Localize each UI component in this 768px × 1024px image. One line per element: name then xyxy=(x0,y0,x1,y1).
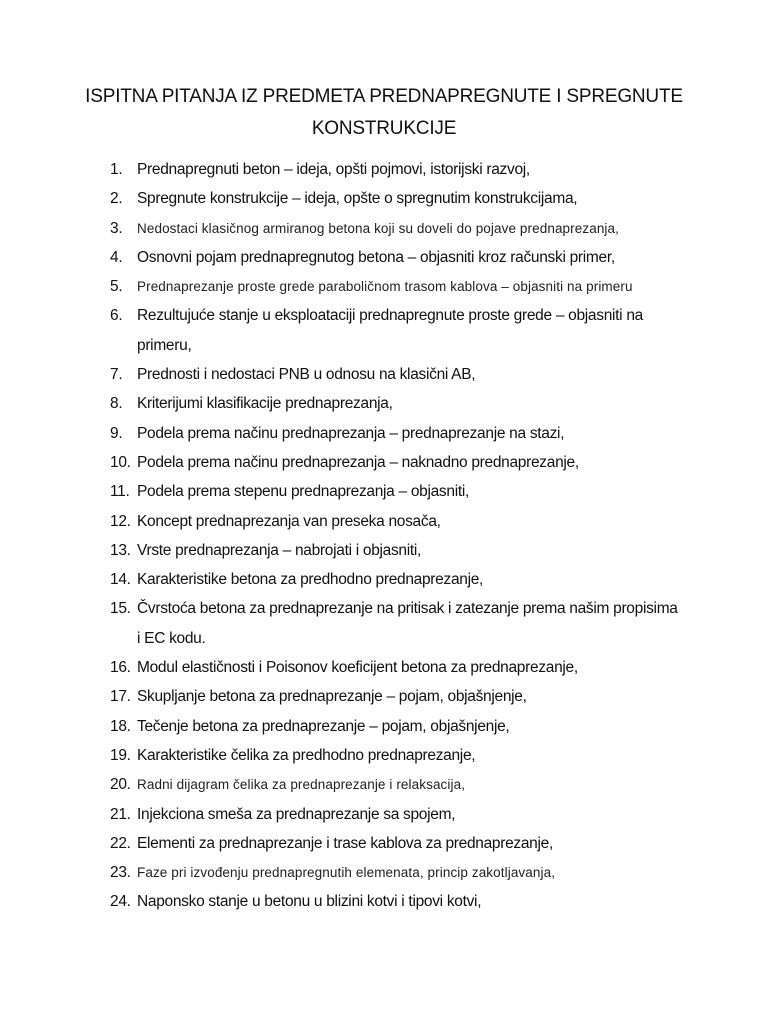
question-number: 19. xyxy=(110,746,131,764)
question-text: Podela prema stepenu prednaprezanja – objasniti, xyxy=(137,483,470,501)
question-item xyxy=(110,594,710,653)
question-text: Kriterijumi klasifikacije prednaprezanja, xyxy=(137,395,393,413)
question-number: 22. xyxy=(110,834,131,852)
question-number: 4. xyxy=(110,248,123,266)
question-item xyxy=(110,770,710,799)
question-number: 18. xyxy=(110,717,131,735)
question-number: 16. xyxy=(110,659,131,677)
question-item xyxy=(110,477,710,506)
question-item xyxy=(110,155,710,184)
question-item xyxy=(110,301,710,360)
question-number: 3. xyxy=(110,219,123,237)
question-number: 12. xyxy=(110,512,131,530)
question-item xyxy=(110,507,710,536)
question-text: Modul elastičnosti i Poisonov koeficijent betona za prednaprezanje, xyxy=(137,659,578,677)
question-text: Prednapregnuti beton – ideja, opšti pojmovi, istorijski razvoj, xyxy=(137,161,530,178)
question-item xyxy=(110,858,710,887)
question-item xyxy=(110,243,710,272)
question-text: Spregnute konstrukcije – ideja, opšte o spregnutim konstrukcijama, xyxy=(137,190,578,208)
question-number: 13. xyxy=(110,541,131,559)
question-list xyxy=(110,155,710,917)
question-text: Elementi za prednaprezanje i trase kablova za prednaprezanje, xyxy=(137,834,553,852)
question-number: 10. xyxy=(110,453,131,471)
question-item xyxy=(110,389,710,418)
question-item xyxy=(110,360,710,389)
document-title-line2: KONSTRUKCIJE xyxy=(311,118,457,139)
question-text: Naponsko stanje u betonu u blizini kotvi i tipovi kotvi, xyxy=(137,893,482,911)
question-text: Prednosti i nedostaci PNB u odnosu na klasični AB, xyxy=(137,366,476,384)
question-number: 11. xyxy=(110,483,130,501)
question-text: Prednaprezanje proste grede paraboličnom trasom kablova – objasniti na primeru xyxy=(137,279,633,295)
question-item xyxy=(110,419,710,448)
question-item xyxy=(110,800,710,829)
question-item xyxy=(110,565,710,594)
question-item xyxy=(110,536,710,565)
question-number: 7. xyxy=(110,366,123,384)
question-number: 23. xyxy=(110,864,131,882)
question-text: Podela prema načinu prednaprezanja – prednaprezanje na stazi, xyxy=(137,424,565,442)
question-number: 17. xyxy=(110,688,131,706)
question-item xyxy=(110,214,710,243)
question-item xyxy=(110,887,710,916)
question-number: 24. xyxy=(110,893,131,911)
question-text: Karakteristike čelika za predhodno prednaprezanje, xyxy=(137,746,476,764)
question-number: 5. xyxy=(110,278,123,296)
question-item xyxy=(110,448,710,477)
question-text: Podela prema načinu prednaprezanja – naknadno prednaprezanje, xyxy=(137,453,579,471)
question-text: Koncept prednaprezanja van preseka nosača, xyxy=(137,512,441,530)
question-number: 15. xyxy=(110,600,131,618)
question-number: 6. xyxy=(110,307,123,325)
question-number: 21. xyxy=(110,805,131,823)
question-text: Nedostaci klasičnog armiranog betona koji su doveli do pojave prednaprezanja, xyxy=(137,220,619,236)
question-number: 2. xyxy=(110,190,123,208)
question-number: 8. xyxy=(110,395,123,413)
question-item xyxy=(110,741,710,770)
question-number: 9. xyxy=(110,424,123,442)
question-text: Injekciona smeša za prednaprezanje sa spojem, xyxy=(137,805,456,823)
question-text: Faze pri izvođenju prednapregnutih elemenata, princip zakotljavanja, xyxy=(137,865,556,881)
question-text: Radni dijagram čelika za prednaprezanje i relaksacija, xyxy=(137,777,466,793)
question-text: Rezultujuće stanje u eksploataciji prednapregnute proste grede – objasniti na primeru, xyxy=(137,307,643,354)
question-item xyxy=(110,184,710,213)
question-text: Tečenje betona za prednaprezanje – pojam, objašnjenje, xyxy=(137,717,510,735)
question-item xyxy=(110,682,710,711)
question-text: Karakteristike betona za predhodno prednaprezanje, xyxy=(137,571,484,589)
question-text: Vrste prednaprezanja – nabrojati i objasniti, xyxy=(137,541,422,559)
question-text: Skupljanje betona za prednaprezanje – pojam, objašnjenje, xyxy=(137,688,527,706)
question-text: Osnovni pojam prednapregnutog betona – objasniti kroz računski primer, xyxy=(137,248,615,266)
question-number: 1. xyxy=(110,161,123,178)
question-item xyxy=(110,653,710,682)
question-item xyxy=(110,272,710,301)
document-title-line1: ISPITNA PITANJA IZ PREDMETA PREDNAPREGNUTE I SPREGNUTE xyxy=(85,86,683,107)
question-text: Čvrstoća betona za prednaprezanje na pritisak i zatezanje prema našim propisima i EC kodu. xyxy=(137,600,678,647)
question-number: 20. xyxy=(110,776,131,794)
question-item xyxy=(110,712,710,741)
question-item xyxy=(110,829,710,858)
question-number: 14. xyxy=(110,571,131,589)
